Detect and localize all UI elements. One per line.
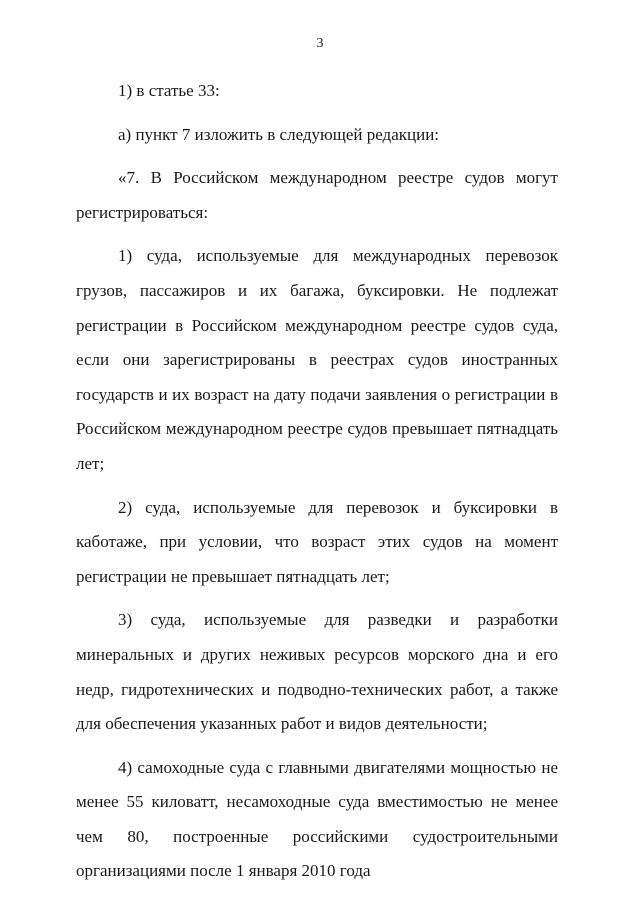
paragraph-point-a: а) пункт 7 изложить в следующей редакции: [118,124,440,144]
paragraph-article-33: 1) в статье 33: [118,81,220,100]
document-body [76,74,558,889]
paragraph-clause-7: «7. В Российском международном реестре судов могут регистрироваться: [76,168,558,222]
paragraph-item-4: 4) самоходные суда с главными двигателями мощностью не менее 55 киловатт, несамоходные суда вместимостью не менее чем 80, построенные российскими судостроительными организациями после 1 января 2010 года [76,757,558,881]
page-number: 3 [316,36,324,51]
paragraph-item-3: 3) суда, используемые для разведки и разработки минеральных и других неживых ресурсов морского дна и его недр, гидротехнических и подводно-технических работ, а также для обеспечения указанных работ и видов деятельности; [76,610,558,734]
paragraph-item-2: 2) суда, используемые для перевозок и буксировки в каботаже, при условии, что возраст этих судов на момент регистрации не превышает пятнадцать лет; [76,497,558,586]
paragraph-item-1: 1) суда, используемые для международных перевозок грузов, пассажиров и их багажа, буксировки. Не подлежат регистрации в Российском международном реестре судов суда, если они зарегистрированы в реестрах судов иностранных государств и их возраст на дату подачи заявления о регистрации в Российском международном реестре судов превышает пятнадцать лет; [76,246,558,473]
